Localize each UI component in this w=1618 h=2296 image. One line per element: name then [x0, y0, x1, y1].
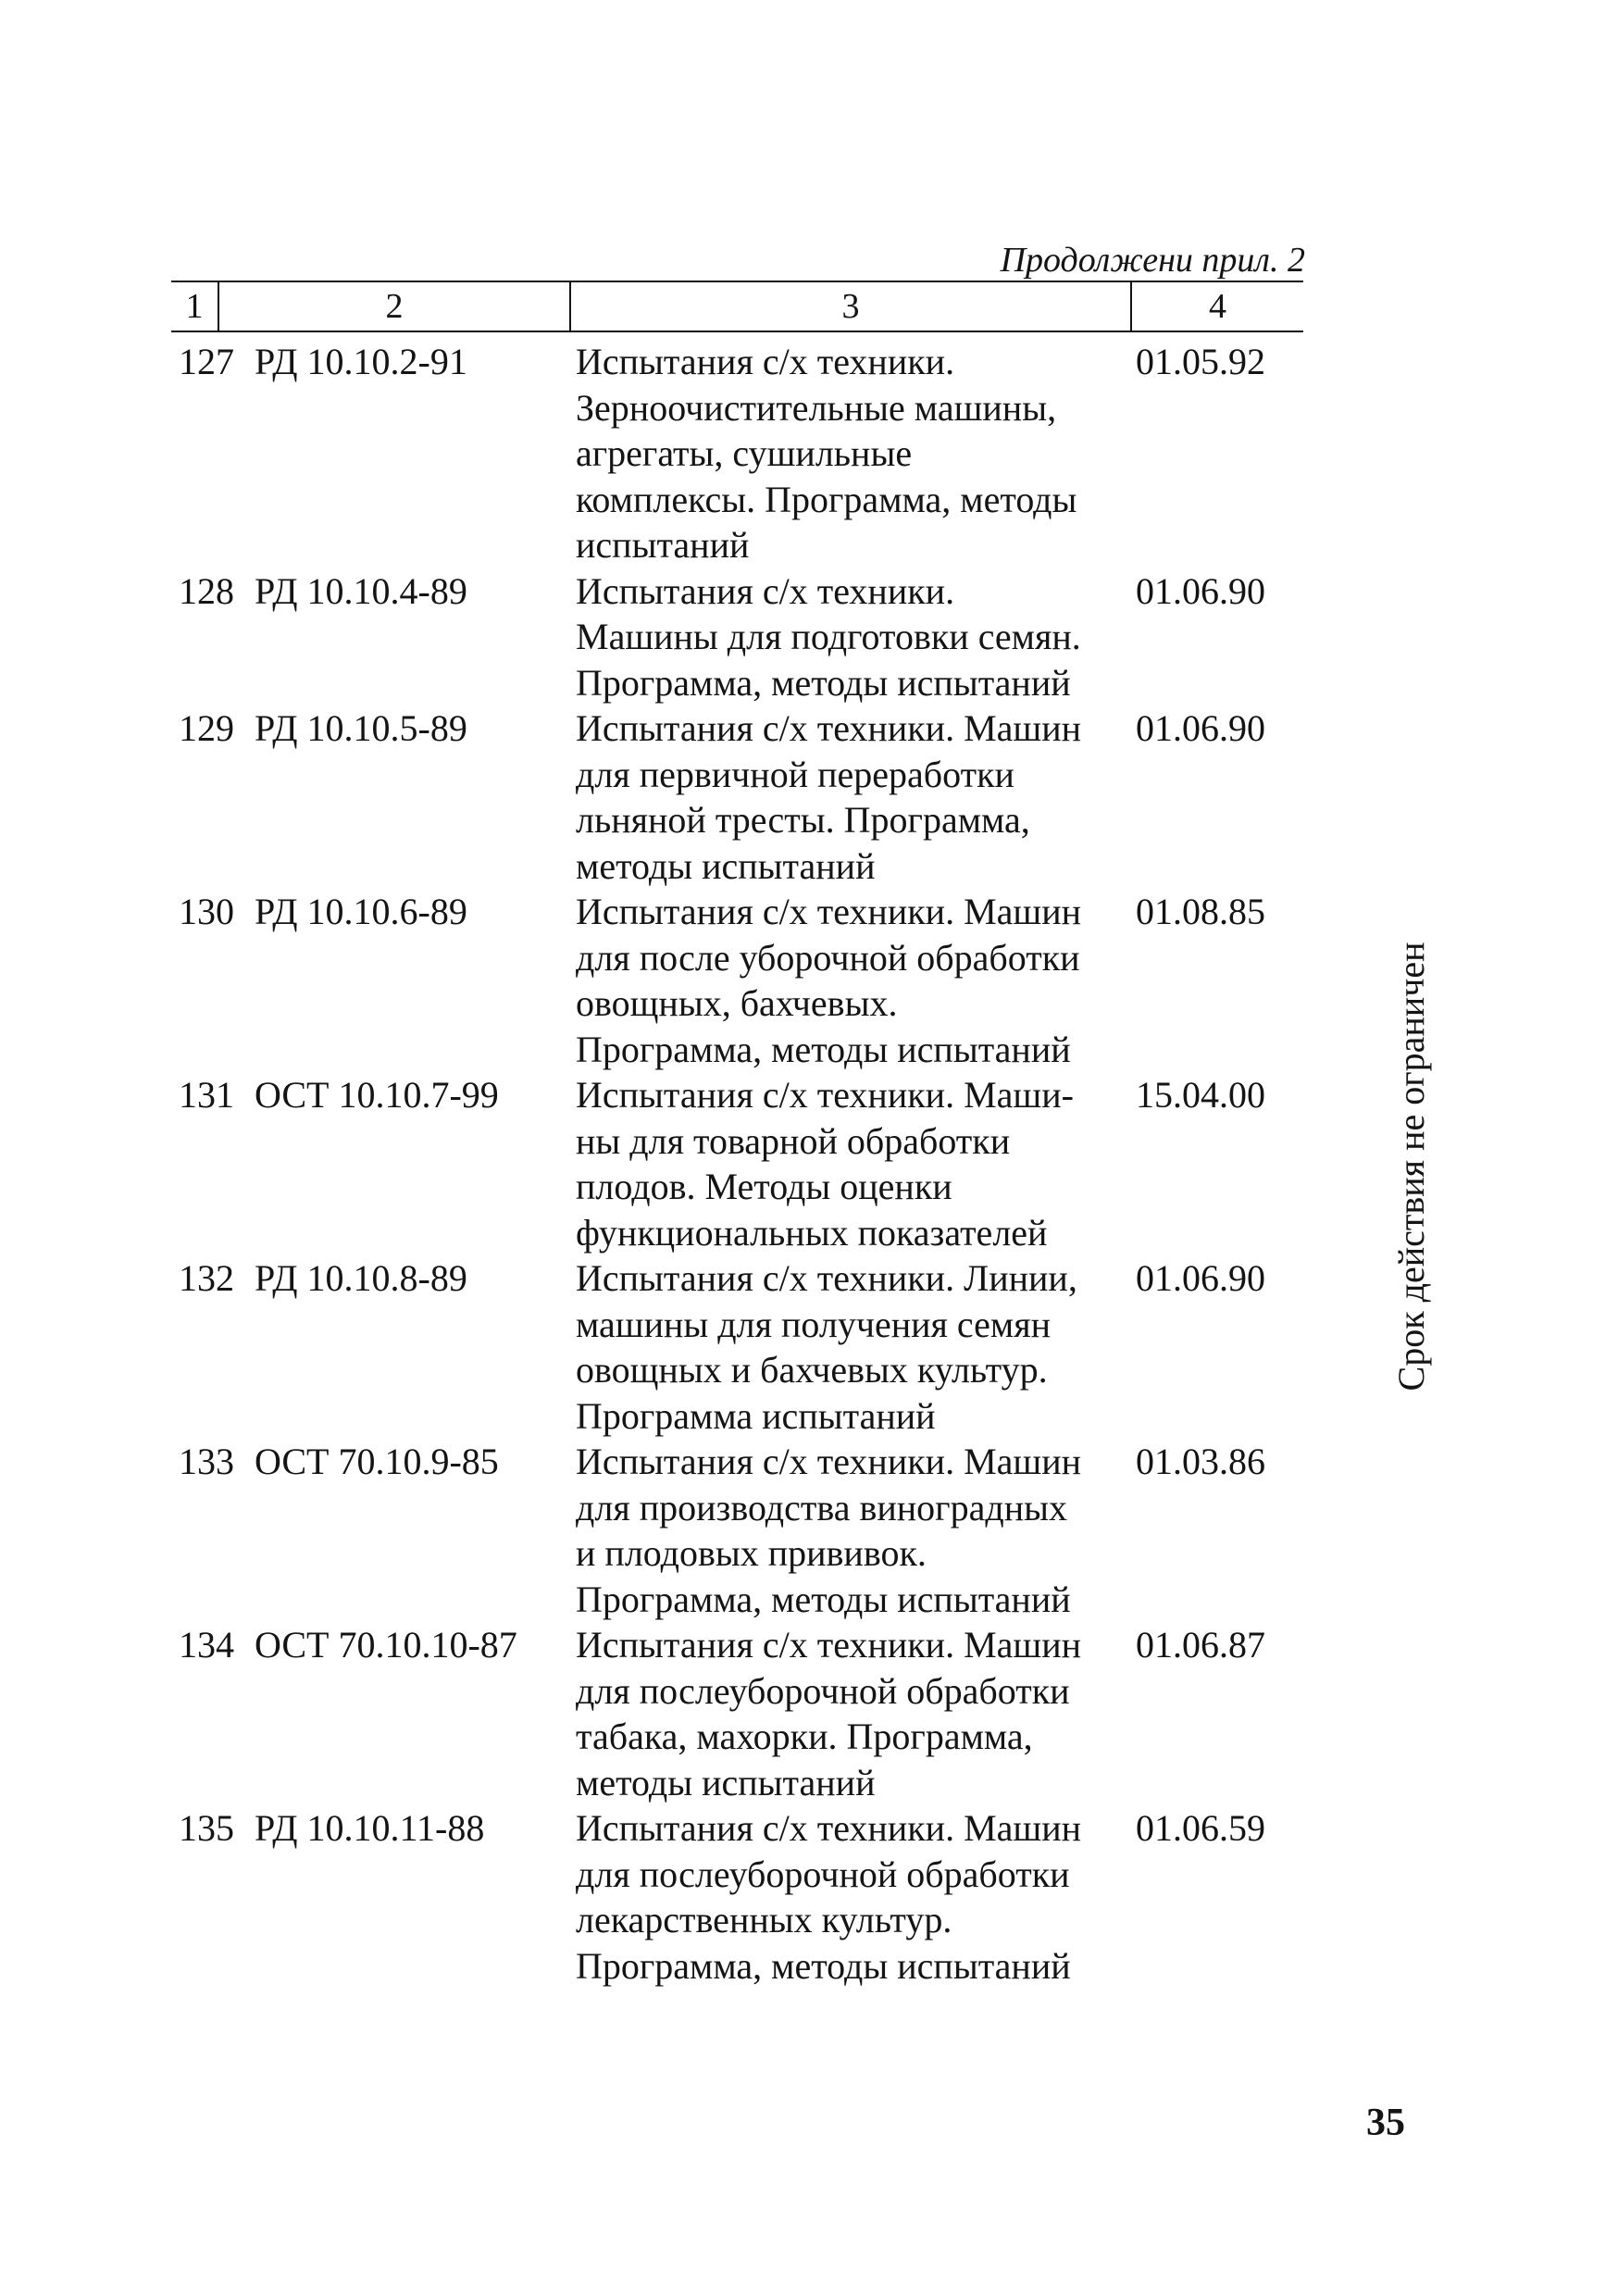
- row-number: 129: [179, 707, 234, 749]
- column-header-4: 4: [1209, 287, 1226, 326]
- continuation-caption: Продолжени прил. 2: [1000, 241, 1305, 280]
- column-header-2: 2: [385, 287, 404, 326]
- row-number: 132: [179, 1257, 234, 1299]
- table-row: [171, 568, 1305, 706]
- document-code: РД 10.10.11-88: [255, 1807, 485, 1849]
- document-code: ОСТ 70.10.9-85: [255, 1441, 499, 1482]
- effective-date: 01.05.92: [1136, 341, 1265, 382]
- document-title: Испытания с/х техники. Машины для подготовки семян. Программа, методы испытаний: [576, 569, 1081, 704]
- table-row: [171, 1805, 1305, 1989]
- table-header: [171, 281, 1303, 332]
- table-row: [171, 1072, 1305, 1255]
- table-body: [171, 339, 1305, 1989]
- page-number: 35: [1366, 2102, 1405, 2144]
- document-code: РД 10.10.5-89: [255, 707, 467, 749]
- validity-side-note: [1388, 926, 1435, 1407]
- row-number: 131: [179, 1074, 234, 1116]
- column-header-1: 1: [185, 287, 204, 326]
- table-row: [171, 339, 1305, 568]
- effective-date: 01.03.86: [1136, 1441, 1265, 1482]
- document-title: Испытания с/х техники. Машин для послеуборочной обработки лекарственных культур. Программа, методы испытаний: [576, 1807, 1082, 1987]
- document-title: Испытания с/х техники. Машин для послеуборочной обработки табака, махорки. Программа, методы испытаний: [576, 1624, 1082, 1803]
- document-title: Испытания с/х техники. Зерноочистительные машины, агрегаты, сушильные комплексы. Программа, методы испытаний: [576, 341, 1077, 566]
- document-title: Испытания с/х техники. Линии, машины для получения семян овощных и бахчевых культур. Программа испытаний: [576, 1257, 1077, 1437]
- document-code: РД 10.10.2-91: [255, 341, 467, 382]
- document-code: РД 10.10.8-89: [255, 1257, 467, 1299]
- effective-date: 01.06.59: [1136, 1807, 1265, 1849]
- effective-date: 15.04.00: [1136, 1074, 1265, 1116]
- column-header-3: 3: [841, 287, 860, 326]
- row-number: 134: [179, 1624, 234, 1666]
- row-number: 135: [179, 1807, 234, 1849]
- row-number: 133: [179, 1441, 234, 1482]
- effective-date: 01.06.90: [1136, 569, 1265, 612]
- document-code: РД 10.10.4-89: [255, 569, 467, 612]
- effective-date: 01.06.90: [1136, 707, 1265, 749]
- table-row: [171, 1622, 1305, 1805]
- validity-side-note-text: Срок действия не ограничен: [1390, 942, 1432, 1391]
- document-code: ОСТ 70.10.10-87: [255, 1624, 517, 1666]
- effective-date: 01.06.87: [1136, 1624, 1265, 1666]
- table-row: [171, 705, 1305, 889]
- document-code: ОСТ 10.10.7-99: [255, 1074, 499, 1116]
- effective-date: 01.06.90: [1136, 1257, 1265, 1299]
- table-row: [171, 889, 1305, 1072]
- row-number: 128: [179, 569, 234, 612]
- document-title: Испытания с/х техники. Машин для после уборочной обработки овощных, бахчевых. Программа, методы испытаний: [576, 891, 1082, 1070]
- table-row: [171, 1255, 1305, 1439]
- row-number: 127: [179, 341, 234, 382]
- document-title: Испытания с/х техники. Маши- ны для товарной обработки плодов. Методы оценки функциональных показателей: [576, 1074, 1074, 1254]
- document-title: Испытания с/х техники. Машин для первичной переработки льняной тресты. Программа, методы испытаний: [576, 707, 1082, 887]
- document-title: Испытания с/х техники. Машин для производства виноградных и плодовых прививок. Программа, методы испытаний: [576, 1441, 1082, 1620]
- effective-date: 01.08.85: [1136, 891, 1265, 932]
- table-row: [171, 1439, 1305, 1622]
- row-number: 130: [179, 891, 234, 932]
- document-code: РД 10.10.6-89: [255, 891, 467, 932]
